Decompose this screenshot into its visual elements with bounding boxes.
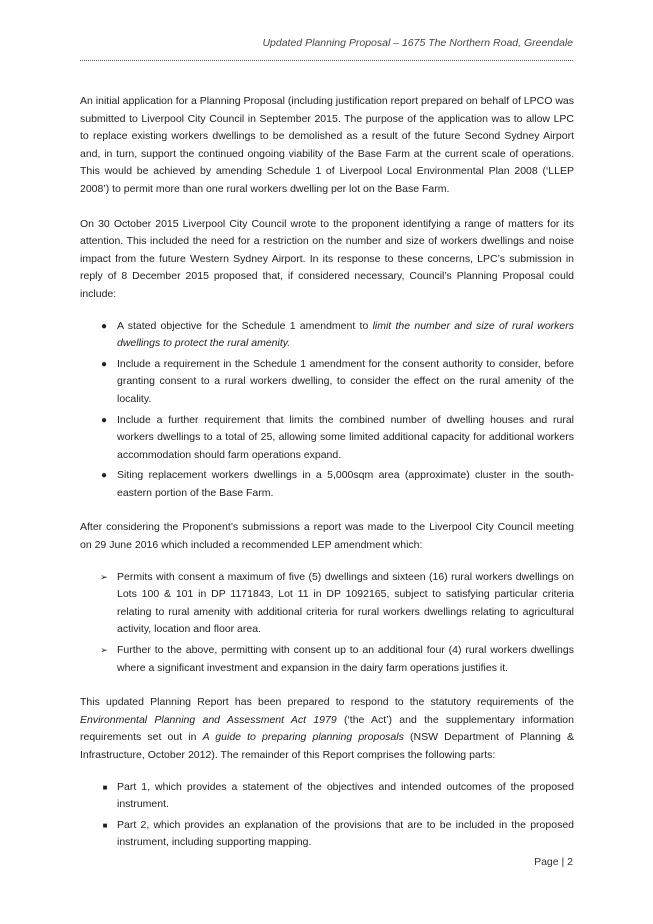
bullet-icon: ● [100, 414, 108, 426]
paragraph-report-purpose [80, 694, 574, 764]
list-item-text: Part 2, which provides an explanation of the provisions that are to be included in the proposed instrument, including supporting mapping. [117, 818, 574, 849]
list-item-text: Include a further requirement that limits the combined number of dwelling houses and rural workers dwellings to a total of 25, allowing some limited additional capacity for additional workers accommodation should farm operations expand. [117, 413, 574, 461]
report-parts-list [80, 779, 574, 852]
list-item-text: Siting replacement workers dwellings in a 5,000sqm area (approximate) cluster in the south-eastern portion of the Base Farm. [117, 469, 574, 499]
list-item [80, 467, 574, 502]
list-item-text: Further to the above, permitting with consent up to an additional four (4) rural workers dwellings where a significant investment and expansion in the dairy farm operations justifies it. [117, 644, 574, 674]
arrow-bullet-icon: ➢ [100, 645, 108, 656]
list-item [80, 569, 574, 639]
list-item [80, 412, 574, 465]
act-title: Environmental Planning and Assessment Act 1979 [80, 713, 337, 726]
bullet-icon: ● [100, 320, 108, 332]
square-bullet-icon: ■ [102, 782, 108, 792]
list-item [80, 642, 574, 677]
header-divider [80, 60, 573, 61]
paragraph-council-response: On 30 October 2015 Liverpool City Council wrote to the proponent identifying a range of matters for its attention. This included the need for a restriction on the number and size of workers dwellings and noise impact from the future Western Sydney Airport. In its response to these concerns, LPC’s submission in reply of 8 December 2015 proposed that, if considered necessary, Council’s Planning Proposal could include: [80, 217, 574, 300]
list-item-text: Part 1, which provides a statement of the objectives and intended outcomes of the proposed instrument. [117, 780, 574, 811]
document-body [80, 93, 574, 869]
list-item-italic-text: limit the number and size of rural workers dwellings to protect the rural amenity. [117, 319, 574, 350]
list-item [80, 356, 574, 409]
page-number: Page | 2 [534, 856, 573, 868]
paragraph-intro: An initial application for a Planning Proposal (including justification report prepared on behalf of LPCO was submitted to Liverpool City Council in September 2015. The purpose of the application was to allow LPC to replace existing workers dwellings to be demolished as a result of the future Second Sydney Airport and, in turn, support the continued ongoing viability of the Base Farm at the current scale of operations. This would be achieved by amending Schedule 1 of Liverpool Local Environmental Plan 2008 (‘LLEP 2008’) to permit more than one rural workers dwelling per lot on the Base Farm. [80, 95, 574, 195]
list-item [80, 318, 574, 353]
running-header: Updated Planning Proposal – 1675 The Northern Road, Greendale [262, 37, 573, 49]
proposal-inclusions-list [80, 318, 574, 503]
lep-amendment-list [80, 569, 574, 678]
paragraph-text: (‘the Act’) and the supplementary information requirements set out in [80, 713, 574, 744]
arrow-bullet-icon: ➢ [100, 571, 108, 582]
list-item-text: Permits with consent a maximum of five (5) dwellings and sixteen (16) rural workers dwellings on Lots 100 & 101 in DP 1171843, Lot 11 in DP 1092165, subject to satisfying particular criteria relating to rural amenity with additional criteria for rural workers dwellings relating to agricultural activity, location and floor area. [117, 570, 574, 636]
square-bullet-icon: ■ [102, 820, 108, 830]
paragraph-text: This updated Planning Report has been prepared to respond to the statutory requirements of the [80, 696, 574, 709]
bullet-icon: ● [100, 470, 108, 482]
list-item [80, 817, 574, 852]
guide-title: A guide to preparing planning proposals [202, 731, 404, 744]
list-item [80, 779, 574, 814]
paragraph-council-meeting: After considering the Proponent’s submissions a report was made to the Liverpool City Council meeting on 29 June 2016 which included a recommended LEP amendment which: [80, 521, 574, 552]
list-item-text: A stated objective for the Schedule 1 amendment to [117, 319, 373, 332]
list-item-text: Include a requirement in the Schedule 1 amendment for the consent authority to consider, before granting consent to a rural workers dwelling, to consider the effect on the rural amenity of the locality. [117, 357, 574, 405]
paragraph-text: (NSW Department of Planning & Infrastructure, October 2012). The remainder of this Report comprises the following parts: [80, 731, 574, 761]
bullet-icon: ● [100, 358, 108, 370]
